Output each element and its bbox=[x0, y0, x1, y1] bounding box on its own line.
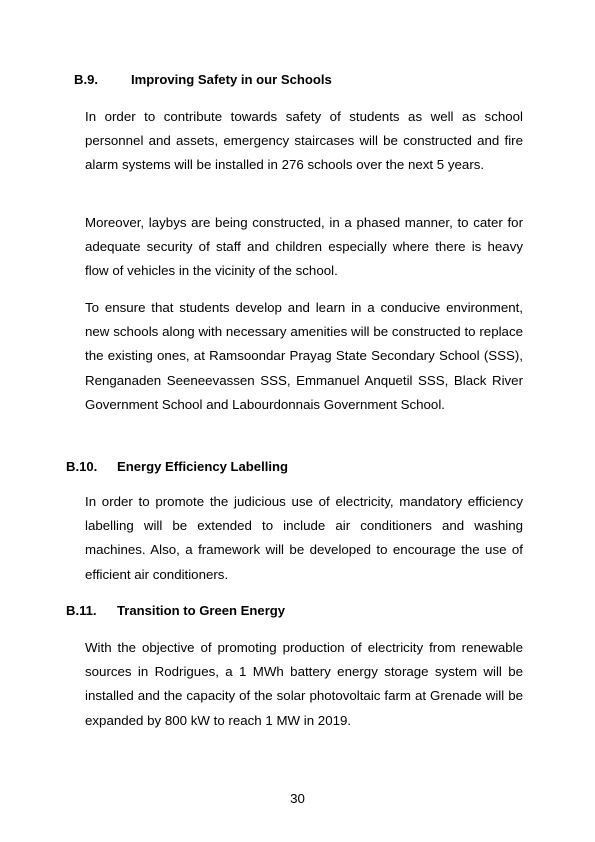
section-title: Improving Safety in our Schools bbox=[131, 72, 332, 87]
section-title: Transition to Green Energy bbox=[117, 603, 286, 618]
section-heading-b11 bbox=[66, 603, 286, 619]
section-heading-b10 bbox=[66, 459, 288, 475]
paragraph: Moreover, laybys are being constructed, in a phased manner, to cater for adequate security of staff and children especially where there is heavy flow of vehicles in the vicinity of the school. bbox=[85, 215, 523, 279]
section-number: B.9. bbox=[74, 72, 99, 87]
paragraph: With the objective of promoting production of electricity from renewable sources in Rodrigues, a 1 MWh battery energy storage system will be installed and the capacity of the solar photovoltaic farm at Grenade will be expanded by 800 kW to reach 1 MW in 2019. bbox=[85, 640, 523, 728]
page-number: 30 bbox=[290, 791, 305, 806]
section-heading-b9 bbox=[74, 72, 332, 88]
section-number: B.11. bbox=[66, 603, 97, 618]
paragraph: In order to contribute towards safety of students as well as school personnel and assets, emergency staircases will be constructed and fire alarm systems will be installed in 276 schools over the next 5 years. bbox=[85, 109, 523, 173]
paragraph: To ensure that students develop and learn in a conducive environment, new schools along with necessary amenities will be constructed to replace the existing ones, at Ramsoondar Prayag State Secondary School (SSS), Renganaden Seeneevassen SSS, Emmanuel Anquetil SSS, Black River Government School and Labourdonnais Government School. bbox=[85, 300, 523, 412]
paragraph: In order to promote the judicious use of electricity, mandatory efficiency labelling will be extended to include air conditioners and washing machines. Also, a framework will be developed to encourage the use of efficient air conditioners. bbox=[85, 494, 523, 582]
section-number: B.10. bbox=[66, 459, 98, 474]
section-title: Energy Efficiency Labelling bbox=[117, 459, 288, 474]
